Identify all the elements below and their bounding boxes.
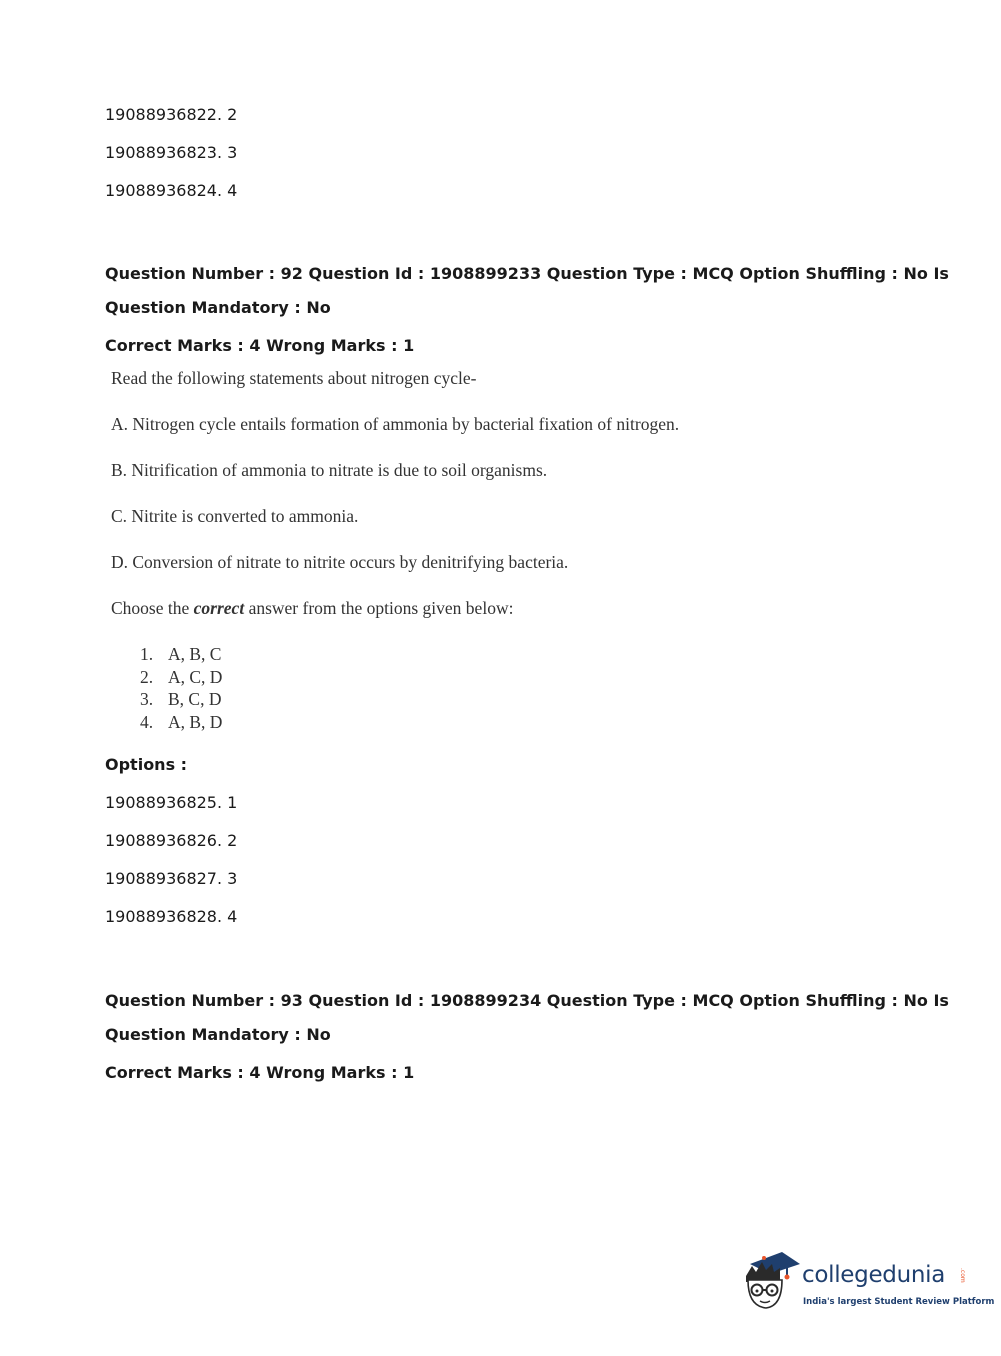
option-line: 19088936822. 2 <box>105 105 238 124</box>
option-line: 19088936826. 2 <box>105 831 238 850</box>
statement-b: B. Nitrification of ammonia to nitrate is due to soil organisms. <box>111 460 548 480</box>
option-line: 19088936828. 4 <box>105 907 238 926</box>
question-mandatory: Question Mandatory : No <box>105 298 331 317</box>
choice-item: 2. A, C, D <box>140 667 223 687</box>
question-header: Question Number : 93 Question Id : 1908899234 Question Type : MCQ Option Shuffling : No Is <box>105 991 949 1010</box>
statement-d: D. Conversion of nitrate to nitrite occurs by denitrifying bacteria. <box>111 552 569 572</box>
statement-c: C. Nitrite is converted to ammonia. <box>111 506 359 526</box>
option-line: 19088936825. 1 <box>105 793 238 812</box>
option-line: 19088936823. 3 <box>105 143 238 162</box>
question-header: Question Number : 92 Question Id : 1908899233 Question Type : MCQ Option Shuffling : No Is <box>105 264 949 283</box>
collegedunia-logo <box>742 1250 995 1320</box>
question-marks: Correct Marks : 4 Wrong Marks : 1 <box>105 1063 415 1082</box>
option-line: 19088936827. 3 <box>105 869 238 888</box>
choose-instruction: Choose the correct answer from the options given below: <box>111 598 514 618</box>
choice-item: 1. A, B, C <box>140 644 222 664</box>
options-label: Options : <box>105 755 188 774</box>
statement-a: A. Nitrogen cycle entails formation of ammonia by bacterial fixation of nitrogen. <box>111 414 680 434</box>
logo-domain: .com <box>959 1268 966 1283</box>
question-marks: Correct Marks : 4 Wrong Marks : 1 <box>105 336 415 355</box>
option-line: 19088936824. 4 <box>105 181 238 200</box>
question-intro: Read the following statements about nitrogen cycle- <box>111 368 477 388</box>
logo-wordmark: collegedunia <box>802 1262 946 1288</box>
choice-item: 4. A, B, D <box>140 712 223 732</box>
question-mandatory: Question Mandatory : No <box>105 1025 331 1044</box>
keyword-correct: correct <box>193 598 245 618</box>
mascot-icon <box>742 1250 802 1312</box>
logo-tagline: India's largest Student Review Platform <box>803 1297 995 1307</box>
choice-item: 3. B, C, D <box>140 689 222 709</box>
